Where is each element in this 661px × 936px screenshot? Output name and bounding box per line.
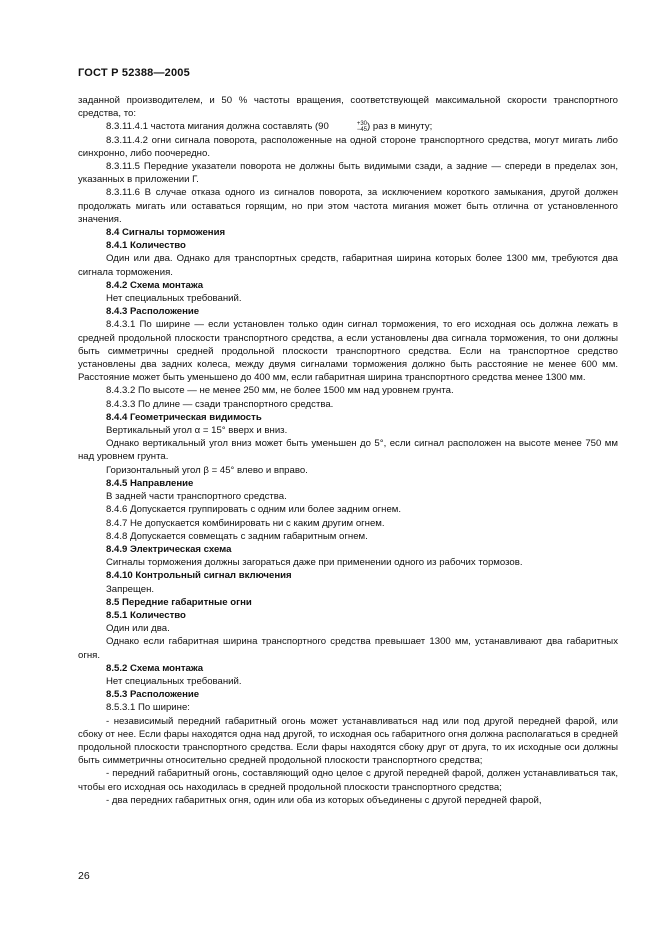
- section-heading: 8.4.5 Направление: [106, 477, 194, 489]
- section-heading: 8.4.10 Контрольный сигнал включения: [106, 570, 292, 582]
- paragraph: 8.5.3.1 По ширине:: [106, 702, 190, 714]
- tolerance-fraction: +30 −45: [356, 120, 368, 133]
- section-heading: 8.4.1 Количество: [106, 240, 186, 252]
- paragraph: Один или два.: [106, 623, 170, 635]
- paragraph: 8.3.11.5 Передние указатели поворота не должны быть видимыми сзади, а задние — спереди в пределах зон, указанных в приложении Г.: [78, 161, 618, 186]
- paragraph: Нет специальных требований.: [106, 293, 242, 305]
- paragraph: Один или два. Однако для транспортных средств, габаритная ширина которых более 1300 мм, требуются два сигнала торможения.: [78, 253, 618, 278]
- paragraph: заданной производителем, и 50 % частоты вращения, соответствующей максимальной скорости транспортного средства, то:: [78, 95, 618, 120]
- page-number: 26: [78, 870, 90, 882]
- paragraph: Вертикальный угол α = 15° вверх и вниз.: [106, 425, 288, 437]
- paragraph: Сигналы торможения должны загораться даже при применении одного из рабочих тормозов.: [106, 557, 523, 569]
- paragraph: 8.3.11.6 В случае отказа одного из сигналов поворота, за исключением короткого замыкания, другой должен продолжать мигать или оставаться горящим, но при этом частота мигания может быть отлична от установленного значения.: [78, 187, 618, 225]
- document-body: [78, 94, 618, 807]
- paragraph: 8.3.11.4.1 частота мигания должна составлять (90 +30 −45 ) раз в минуту;: [106, 120, 433, 133]
- section-heading: 8.5.3 Расположение: [106, 689, 200, 701]
- paragraph: 8.4.6 Допускается группировать с одним или более задним огнем.: [106, 504, 402, 516]
- section-heading: 8.4.2 Схема монтажа: [106, 279, 204, 291]
- section-heading: 8.5 Передние габаритные огни: [106, 596, 252, 608]
- section-heading: 8.5.1 Количество: [106, 609, 186, 621]
- paragraph: 8.4.7 Не допускается комбинировать ни с каким другим огнем.: [106, 517, 385, 529]
- paragraph: - два передних габаритных огня, один или оба из которых объединены с другой передней фарой,: [106, 794, 542, 806]
- paragraph: 8.4.8 Допускается совмещать с задним габаритным огнем.: [106, 530, 368, 542]
- paragraph: Нет специальных требований.: [106, 675, 242, 687]
- document-header: ГОСТ Р 52388—2005: [78, 67, 190, 79]
- paragraph: 8.4.3.3 По длине — сзади транспортного средства.: [106, 398, 334, 410]
- section-heading: 8.5.2 Схема монтажа: [106, 662, 204, 674]
- paragraph: Однако если габаритная ширина транспортного средства превышает 1300 мм, устанавливают два габаритных огня.: [78, 636, 618, 661]
- paragraph: - передний габаритный огонь, составляющий одно целое с другой передней фарой, должен устанавливаться так, чтобы его исходная ось находилась в средней продольной плоскости транспортного средства;: [78, 768, 618, 793]
- paragraph: В задней части транспортного средства.: [106, 491, 287, 503]
- paragraph: 8.4.3.2 По высоте — не менее 250 мм, не более 1500 мм над уровнем грунта.: [106, 385, 454, 397]
- section-heading: 8.4.9 Электрическая схема: [106, 543, 232, 555]
- paragraph: 8.3.11.4.2 огни сигнала поворота, расположенные на одной стороне транспортного средства, могут мигать либо синхронно, либо поочередно.: [78, 134, 618, 159]
- paragraph: Горизонтальный угол β = 45° влево и вправо.: [106, 464, 308, 476]
- section-heading: 8.4.4 Геометрическая видимость: [106, 411, 262, 423]
- paragraph: 8.4.3.1 По ширине — если установлен только один сигнал торможения, то его исходная ось должна лежать в средней продольной плоскости транспортного средства, а если установлены два сигнала торможения, то они должны быть симметричны средней продольной плоскости транспортного средства. Если на транспортное средство установлены два задних колеса, между двумя сигналами торможения должно быть расстояние не менее 600 мм. Расстояние может быть уменьшено до 400 мм, если габаритная ширина транспортного средства менее 1300 мм.: [78, 319, 618, 384]
- section-heading: 8.4.3 Расположение: [106, 306, 200, 318]
- section-heading: 8.4 Сигналы торможения: [106, 227, 226, 239]
- paragraph: - независимый передний габаритный огонь может устанавливаться над или под другой передней фарой, или сбоку от нее. Если фары находятся одна над другой, то исходная ось габаритного огня должна располагаться в средней продольной плоскости транспортного средства. Если фары находятся сбоку друг от друга, то их исходные оси должны быть симметричны относительно средней продольной плоскости транспортного средства;: [78, 715, 618, 767]
- paragraph: Однако вертикальный угол вниз может быть уменьшен до 5°, если сигнал расположен на высоте менее 750 мм над уровнем грунта.: [78, 438, 618, 463]
- paragraph: Запрещен.: [106, 583, 155, 595]
